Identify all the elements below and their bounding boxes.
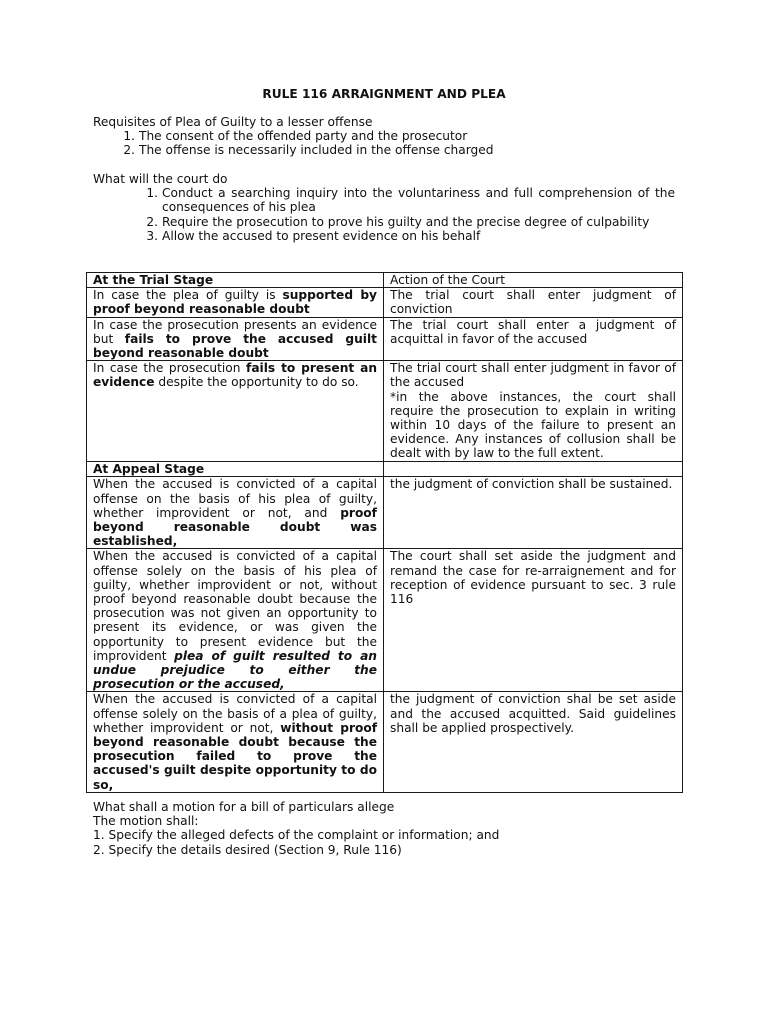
- empty-cell: [384, 462, 683, 477]
- appeal-header-row: [87, 462, 683, 477]
- table-row: [87, 549, 683, 692]
- court-action-cell: The trial court shall enter judgment in favor of the accused *in the above instances, the court shall require the prosecution to explain in writing within 10 days of the failure to present an evidence. Any instances of collusion shall be dealt with by law to the full extent.: [384, 361, 683, 462]
- table-row: [87, 477, 683, 549]
- list-item: 2. The offense is necessarily included in the offense charged: [123, 143, 494, 158]
- court-action-cell: The trial court shall enter judgment of conviction: [384, 288, 683, 317]
- bill-line: 1. Specify the alleged defects of the complaint or information; and: [93, 828, 500, 843]
- bill-intro: The motion shall:: [93, 814, 199, 829]
- appeal-stage-header: At Appeal Stage: [87, 462, 384, 477]
- appeal-condition-cell: When the accused is convicted of a capital offense solely on the basis of a plea of guilty, whether improvident or not, without proof beyond reasonable doubt because the prosecution failed to prove the accused's guilt despite opportunity to do so,: [87, 692, 384, 793]
- action-header: Action of the Court: [384, 273, 683, 288]
- appeal-condition-cell: When the accused is convicted of a capital offense solely on the basis of his plea of guilty, whether improvident or not, without proof beyond reasonable doubt because the prosecution was not given an opportunity to present its evidence, or was given the opportunity to present evidence but the improvident plea of guilt resulted to an undue prejudice to either the prosecution or the accused,: [87, 549, 384, 692]
- trial-stage-header: At the Trial Stage: [87, 273, 384, 288]
- table-row: [87, 288, 683, 317]
- list-item: 1. The consent of the offended party and the prosecutor: [123, 129, 468, 144]
- bill-of-particulars-section: [93, 800, 675, 857]
- page-title: RULE 116 ARRAIGNMENT AND PLEA: [262, 87, 506, 101]
- list-item: 3. Allow the accused to present evidence on his behalf: [146, 228, 481, 243]
- table-row: [87, 317, 683, 361]
- list-item: 1. Conduct a searching inquiry into the voluntariness and full comprehension of the consequences of his plea: [146, 186, 675, 215]
- requisites-section: [93, 115, 675, 158]
- court-action-cell: The trial court shall enter a judgment of acquittal in favor of the accused: [384, 317, 683, 361]
- court-duties-list: [146, 186, 675, 243]
- table-row: [87, 692, 683, 793]
- appeal-condition-cell: When the accused is convicted of a capital offense on the basis of his plea of guilty, whether improvident or not, and proof beyond reasonable doubt was established,: [87, 477, 384, 549]
- plea-table: [86, 272, 683, 793]
- court-action-cell: the judgment of conviction shall be sustained.: [384, 477, 683, 549]
- court-action-cell: the judgment of conviction shal be set aside and the accused acquitted. Said guidelines shall be applied prospectively.: [384, 692, 683, 793]
- trial-condition-cell: In case the prosecution fails to present an evidence despite the opportunity to do so.: [87, 361, 384, 462]
- requisites-heading: Requisites of Plea of Guilty to a lesser offense: [93, 115, 373, 129]
- collusion-note: *in the above instances, the court shall require the prosecution to explain in writing within 10 days of the failure to present an evidence. Any instances of collusion shall be dealt with by law to the full extent.: [390, 389, 676, 461]
- bill-line: 2. Specify the details desired (Section 9, Rule 116): [93, 842, 402, 857]
- trial-condition-cell: In case the prosecution presents an evidence but fails to prove the accused guilt beyond reasonable doubt: [87, 317, 384, 361]
- list-item: 2. Require the prosecution to prove his guilty and the precise degree of culpability: [146, 214, 650, 229]
- bill-heading: What shall a motion for a bill of particulars allege: [93, 800, 395, 814]
- court-duties-heading: What will the court do: [93, 172, 228, 186]
- court-action-cell: The court shall set aside the judgment and remand the case for re-arraignement and for reception of evidence pursuant to sec. 3 rule 116: [384, 549, 683, 692]
- requisites-list: [123, 129, 675, 158]
- table-header-row: [87, 273, 683, 288]
- trial-condition-cell: In case the plea of guilty is supported by proof beyond reasonable doubt: [87, 288, 384, 317]
- table-row: [87, 361, 683, 462]
- court-duties-section: [93, 172, 675, 243]
